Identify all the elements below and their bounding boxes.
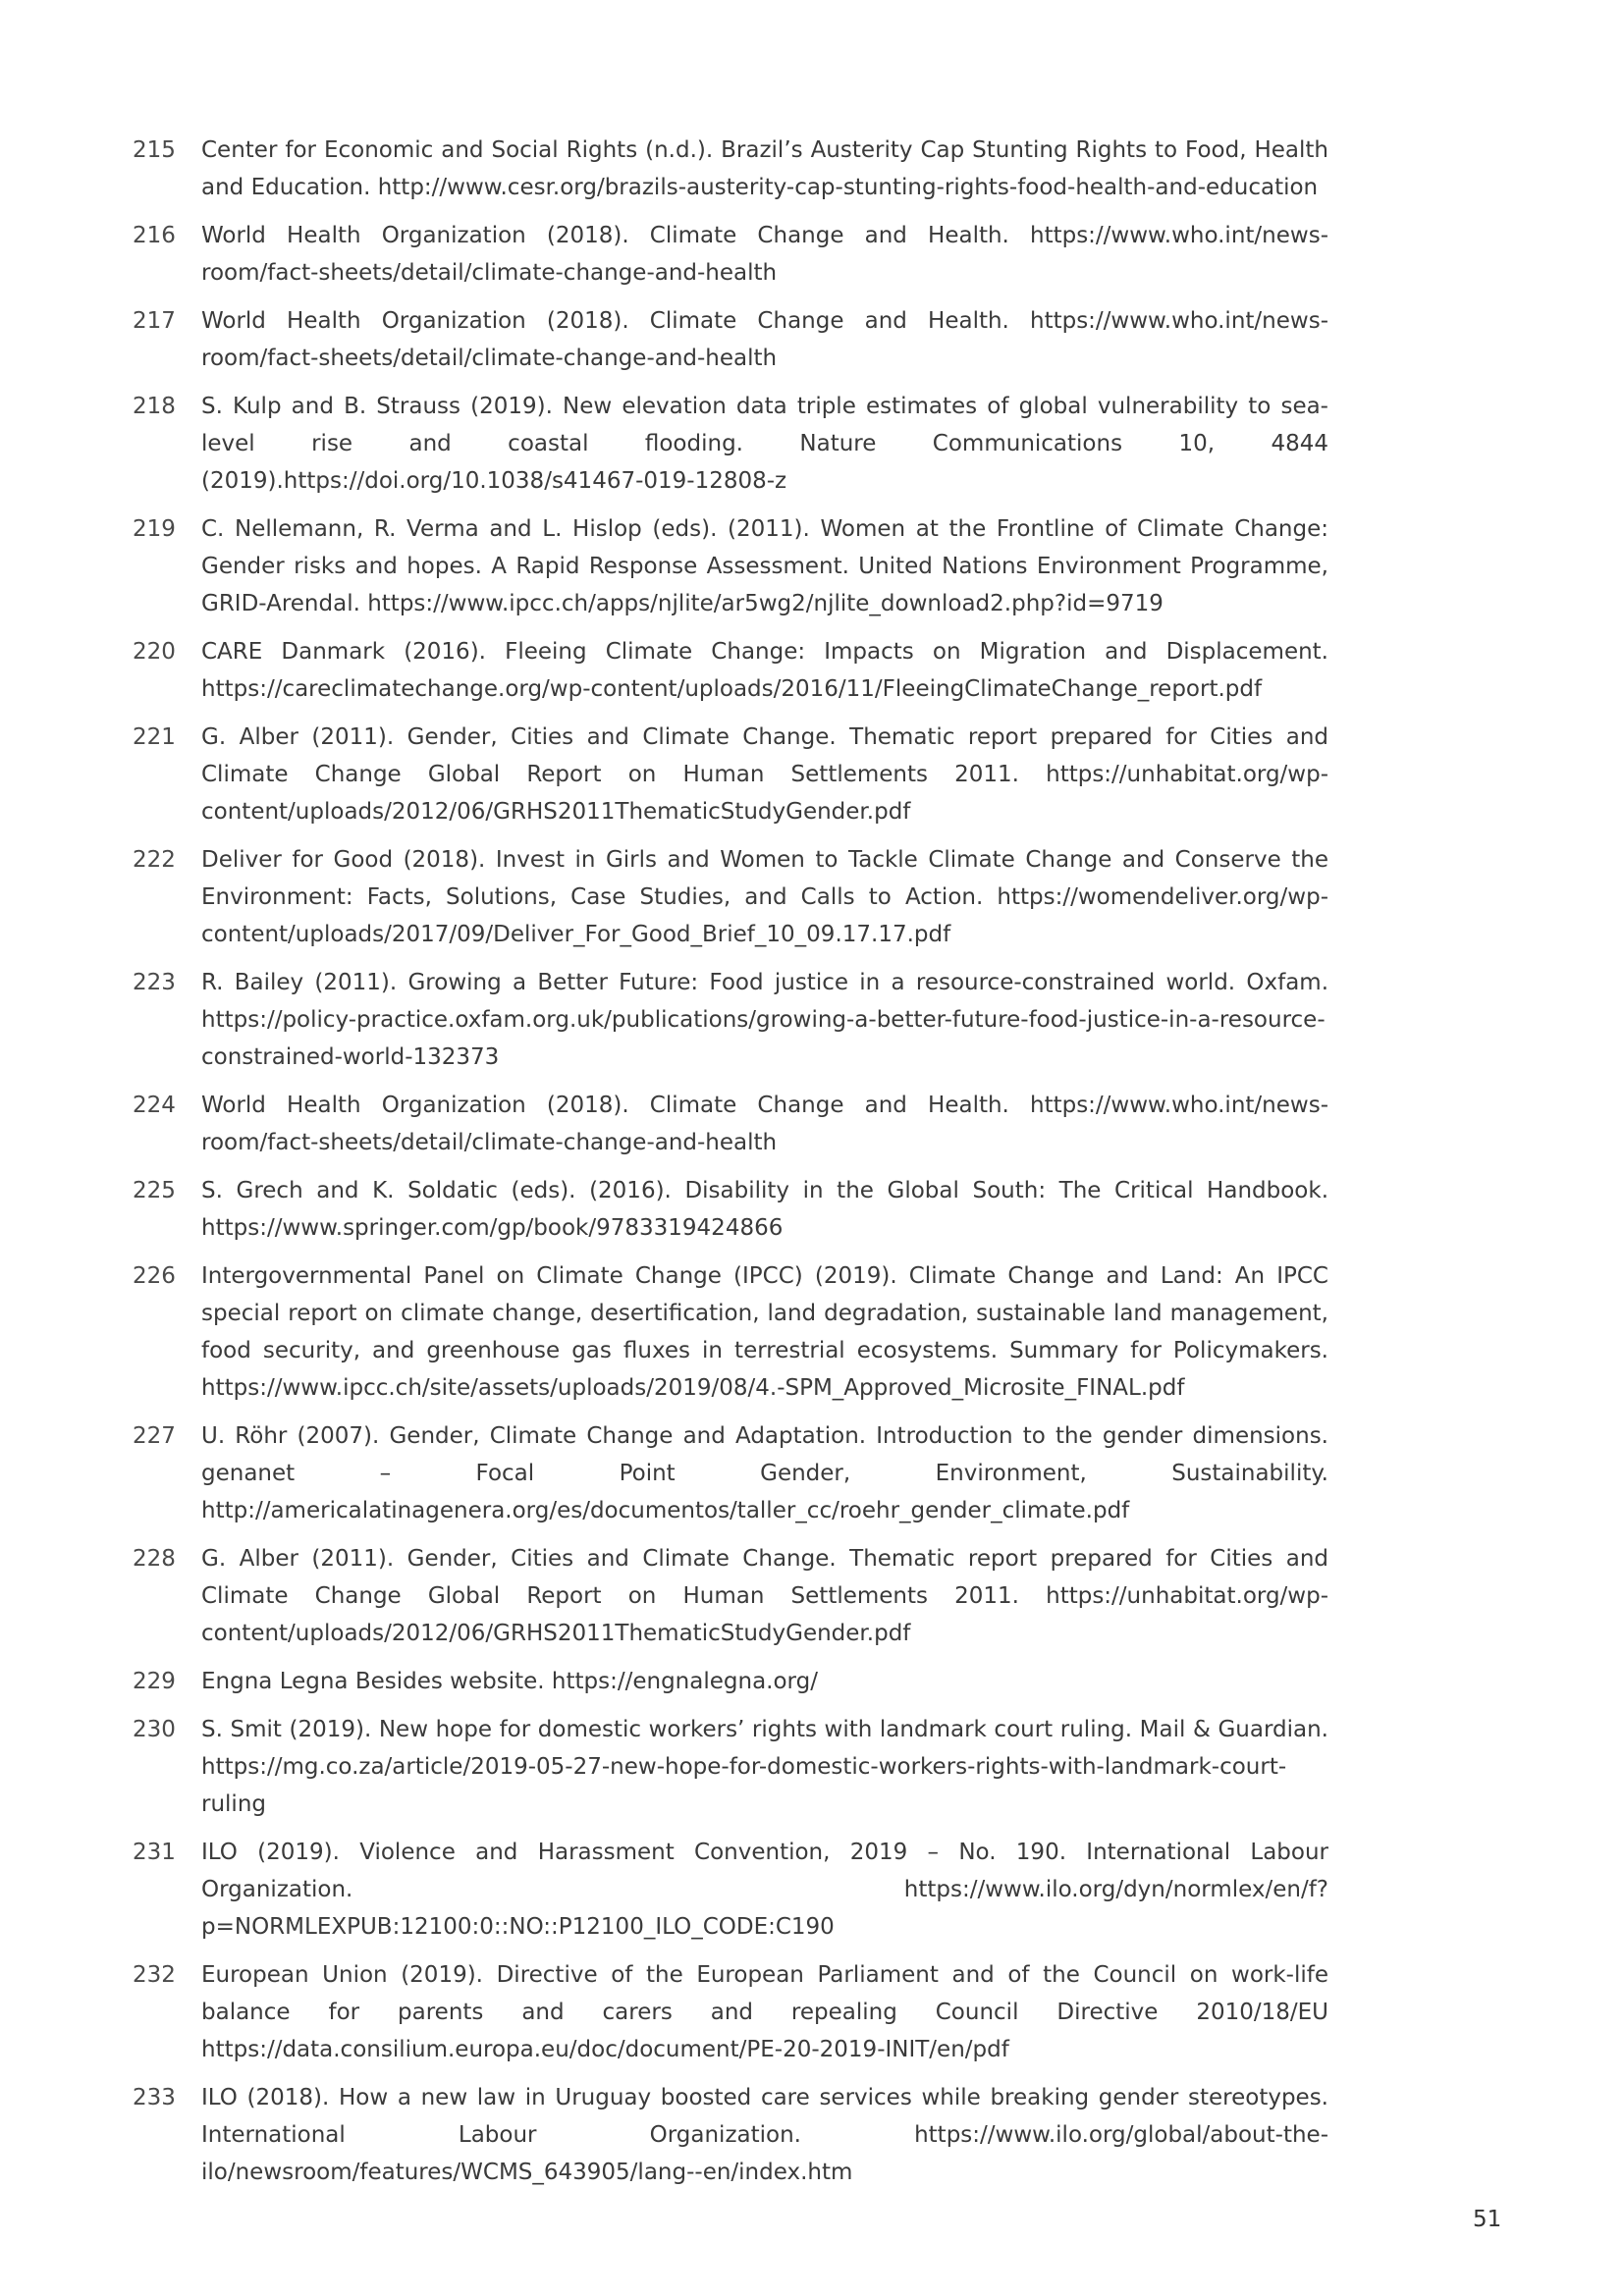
reference-number: 227 xyxy=(133,1423,176,1449)
reference-text: S. Smit (2019). New hope for domestic workers’ rights with landmark court ruling. Mail & Guardian. https://mg.co.za/article/2019-05-27-new-hope-for-domestic-workers-rights-with-landmark-court-ruling xyxy=(201,1717,1328,1817)
reference-number: 231 xyxy=(133,1840,176,1865)
reference-number: 222 xyxy=(133,847,176,873)
reference-item xyxy=(133,1956,1328,2068)
page-number: 51 xyxy=(1473,2207,1502,2232)
reference-text: World Health Organization (2018). Climate Change and Health. https://www.who.int/news-room/fact-sheets/detail/climate-change-and-health xyxy=(201,308,1328,371)
reference-text: Deliver for Good (2018). Invest in Girls and Women to Tackle Climate Change and Conserve the Environment: Facts, Solutions, Case Studies, and Calls to Action. https://womendeliver.org/wp-content/uploads/2017/09/Deliver_For_Good_Brief_10_09.17.17.pdf xyxy=(201,847,1328,947)
reference-item xyxy=(133,1663,1328,1700)
reference-number: 223 xyxy=(133,970,176,995)
reference-number: 232 xyxy=(133,1962,176,1988)
reference-item xyxy=(133,964,1328,1076)
reference-number: 218 xyxy=(133,394,176,419)
reference-item xyxy=(133,510,1328,622)
reference-text: R. Bailey (2011). Growing a Better Future: Food justice in a resource-constrained world. Oxfam. https://policy-practice.oxfam.org.uk/publications/growing-a-better-future-food-justice-in-a-resource-constrained-world-132373 xyxy=(201,970,1328,1070)
reference-item xyxy=(133,217,1328,292)
reference-text: Engna Legna Besides website. https://engnalegna.org/ xyxy=(201,1669,818,1694)
reference-text: U. Röhr (2007). Gender, Climate Change and Adaptation. Introduction to the gender dimensions. genanet – Focal Point Gender, Environment, Sustainability. http://americalatinagenera.org/es/documentos/taller_cc/roehr_gender_climate.pdf xyxy=(201,1423,1328,1523)
reference-text: Center for Economic and Social Rights (n.d.). Brazil’s Austerity Cap Stunting Rights to Food, Health and Education. http://www.cesr.org/brazils-austerity-cap-stunting-rights-food-health-and-education xyxy=(201,137,1328,200)
reference-item xyxy=(133,2079,1328,2191)
reference-item xyxy=(133,132,1328,206)
reference-text: World Health Organization (2018). Climate Change and Health. https://www.who.int/news-room/fact-sheets/detail/climate-change-and-health xyxy=(201,223,1328,286)
reference-item xyxy=(133,1087,1328,1161)
reference-text: ILO (2018). How a new law in Uruguay boosted care services while breaking gender stereotypes. International Labour Organization. https://www.ilo.org/global/about-the-ilo/newsroom/features/WCMS_643905/lang--en/index.htm xyxy=(201,2085,1328,2185)
reference-text: G. Alber (2011). Gender, Cities and Climate Change. Thematic report prepared for Cities and Climate Change Global Report on Human Settlements 2011. https://unhabitat.org/wp-content/uploads/2012/06/GRHS2011ThematicStudyGender.pdf xyxy=(201,1546,1328,1646)
reference-item xyxy=(133,841,1328,953)
reference-item xyxy=(133,1172,1328,1247)
reference-number: 230 xyxy=(133,1717,176,1742)
reference-item xyxy=(133,719,1328,830)
reference-item xyxy=(133,1540,1328,1652)
reference-number: 217 xyxy=(133,308,176,334)
reference-item xyxy=(133,388,1328,500)
reference-text: ILO (2019). Violence and Harassment Convention, 2019 – No. 190. International Labour Organization. https://www.ilo.org/dyn/normlex/en/f?p=NORMLEXPUB:12100:0::NO::P12100_ILO_CODE:C190 xyxy=(201,1840,1328,1940)
reference-item xyxy=(133,1711,1328,1823)
reference-text: World Health Organization (2018). Climate Change and Health. https://www.who.int/news-room/fact-sheets/detail/climate-change-and-health xyxy=(201,1093,1328,1155)
reference-item xyxy=(133,1834,1328,1946)
reference-number: 215 xyxy=(133,137,176,163)
reference-text: Intergovernmental Panel on Climate Change (IPCC) (2019). Climate Change and Land: An IPCC special report on climate change, desertification, land degradation, sustainable land management, food security, and greenhouse gas fluxes in terrestrial ecosystems. Summary for Policymakers. https://www.ipcc.ch/site/assets/uploads/2019/08/4.-SPM_Approved_Microsite_FINAL.pdf xyxy=(201,1263,1328,1401)
reference-text: European Union (2019). Directive of the European Parliament and of the Council on work-life balance for parents and carers and repealing Council Directive 2010/18/EU https://data.consilium.europa.eu/doc/document/PE-20-2019-INIT/en/pdf xyxy=(201,1962,1328,2062)
reference-item xyxy=(133,1417,1328,1529)
reference-item xyxy=(133,633,1328,708)
reference-number: 219 xyxy=(133,516,176,542)
reference-number: 228 xyxy=(133,1546,176,1572)
reference-number: 229 xyxy=(133,1669,176,1694)
reference-text: G. Alber (2011). Gender, Cities and Climate Change. Thematic report prepared for Cities and Climate Change Global Report on Human Settlements 2011. https://unhabitat.org/wp-content/uploads/2012/06/GRHS2011ThematicStudyGender.pdf xyxy=(201,724,1328,825)
reference-item xyxy=(133,1257,1328,1407)
reference-text: S. Grech and K. Soldatic (eds). (2016). Disability in the Global South: The Critical Handbook. https://www.springer.com/gp/book/9783319424866 xyxy=(201,1178,1328,1241)
reference-number: 233 xyxy=(133,2085,176,2110)
reference-text: CARE Danmark (2016). Fleeing Climate Change: Impacts on Migration and Displacement. https://careclimatechange.org/wp-content/uploads/2016/11/FleeingClimateChange_report.pdf xyxy=(201,639,1328,702)
reference-item xyxy=(133,302,1328,377)
reference-text: S. Kulp and B. Strauss (2019). New elevation data triple estimates of global vulnerability to sea-level rise and coastal flooding. Nature Communications 10, 4844 (2019).https://doi.org/10.1038/s41467-019-12808-z xyxy=(201,394,1328,494)
reference-number: 224 xyxy=(133,1093,176,1118)
reference-number: 216 xyxy=(133,223,176,248)
reference-number: 225 xyxy=(133,1178,176,1203)
reference-number: 221 xyxy=(133,724,176,750)
reference-number: 220 xyxy=(133,639,176,665)
references-list xyxy=(133,132,1328,2202)
reference-text: C. Nellemann, R. Verma and L. Hislop (eds). (2011). Women at the Frontline of Climate Change: Gender risks and hopes. A Rapid Response Assessment. United Nations Environment Programme, GRID-Arendal. https://www.ipcc.ch/apps/njlite/ar5wg2/njlite_download2.php?id=9719 xyxy=(201,516,1328,616)
reference-number: 226 xyxy=(133,1263,176,1289)
